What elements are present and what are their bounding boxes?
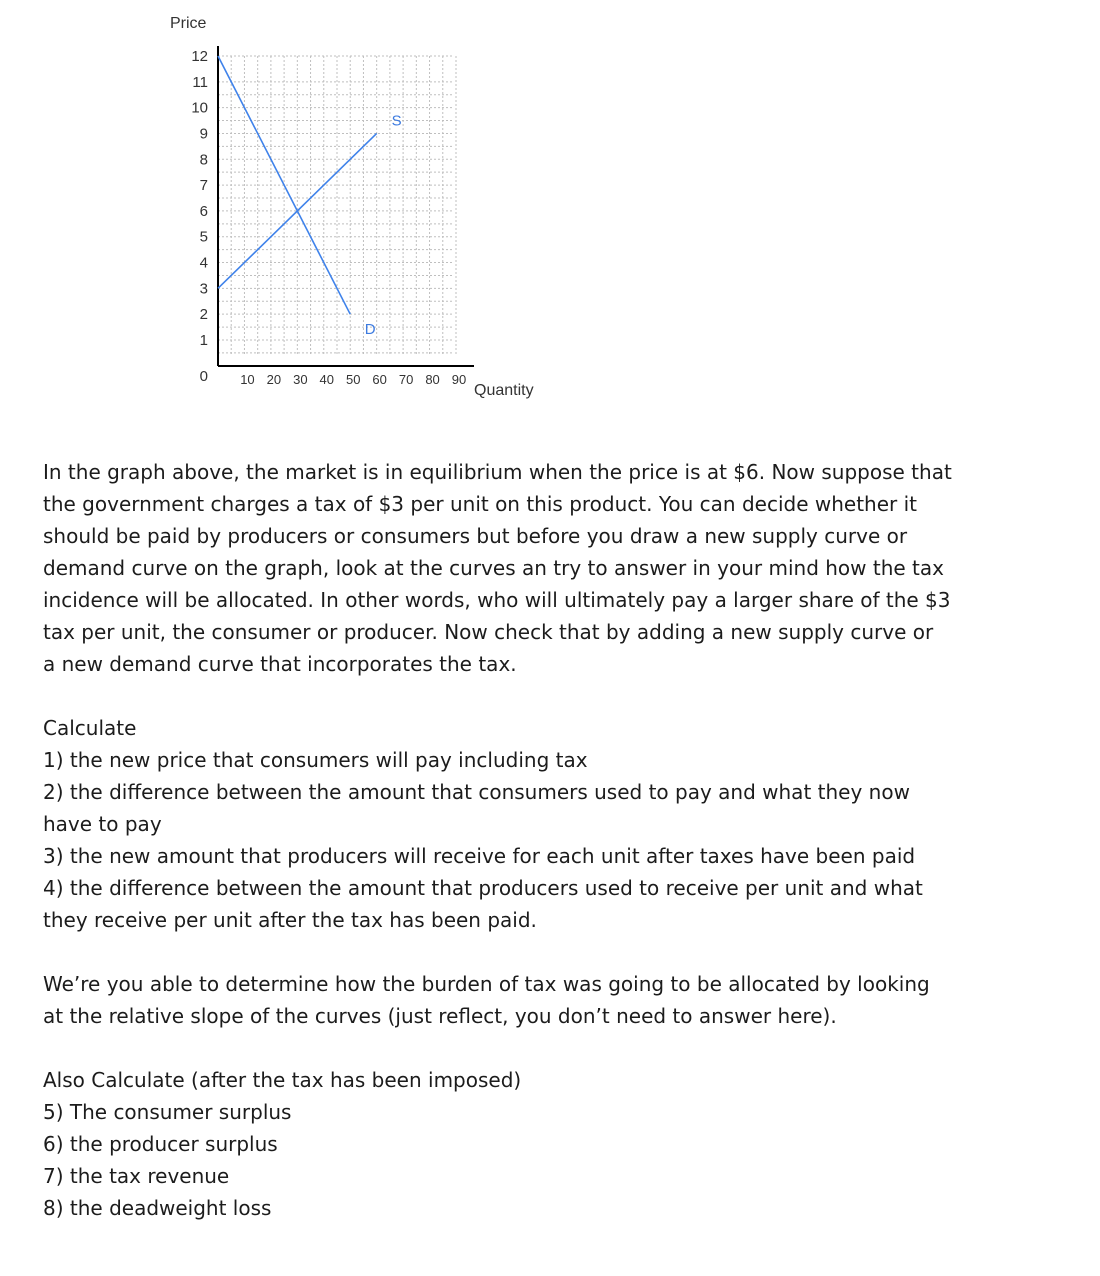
y-tick-label: 2 bbox=[199, 306, 208, 324]
y-tick-label: 6 bbox=[199, 202, 208, 220]
question-line: they receive per unit after the tax has been paid. bbox=[43, 908, 537, 932]
x-tick-label: 20 bbox=[266, 372, 282, 387]
question-line: 2) the difference between the amount that consumers used to pay and what they now bbox=[43, 780, 910, 804]
x-axis-title: Quantity bbox=[474, 382, 534, 399]
y-tick-label: 5 bbox=[199, 228, 208, 246]
x-tick-label: 30 bbox=[293, 372, 308, 387]
question-line: 3) the new amount that producers will receive for each unit after taxes have been paid bbox=[43, 844, 916, 868]
intro-paragraph bbox=[43, 456, 1043, 680]
intro-line: the government charges a tax of $3 per unit on this product. You can decide whether it bbox=[43, 492, 917, 516]
y-axis-title: Price bbox=[170, 15, 207, 32]
intro-line: In the graph above, the market is in equilibrium when the price is at $6. Now suppose that bbox=[43, 460, 952, 484]
reflection-paragraph bbox=[43, 968, 1043, 1032]
intro-line: tax per unit, the consumer or producer. Now check that by adding a new supply curve or bbox=[43, 620, 934, 644]
calculate-heading: Calculate bbox=[43, 716, 137, 740]
x-tick-label: 40 bbox=[319, 372, 335, 387]
question-line: 6) the producer surplus bbox=[43, 1132, 278, 1156]
intro-line: should be paid by producers or consumers but before you draw a new supply curve or bbox=[43, 524, 908, 548]
question-line: 4) the difference between the amount that producers used to receive per unit and what bbox=[43, 876, 923, 900]
y-tick-label: 4 bbox=[199, 254, 208, 272]
y-tick-label: 7 bbox=[199, 177, 208, 195]
y-tick-label: 3 bbox=[199, 280, 208, 298]
y-tick-label: 8 bbox=[199, 151, 208, 169]
also-calculate-questions bbox=[43, 1064, 1043, 1224]
question-line: have to pay bbox=[43, 812, 162, 836]
intro-line: incidence will be allocated. In other words, who will ultimately pay a larger share of the $3 bbox=[43, 588, 951, 612]
x-tick-label: 10 bbox=[240, 372, 255, 387]
y-tick-label: 11 bbox=[192, 73, 208, 91]
y-tick-label: 1 bbox=[199, 332, 208, 349]
x-tick-label: 80 bbox=[425, 372, 440, 387]
x-tick-label: 50 bbox=[345, 372, 361, 387]
demand-curve-label: D bbox=[364, 321, 376, 339]
calculate-questions bbox=[43, 712, 1043, 936]
reflect-line: at the relative slope of the curves (just reflect, you don’t need to answer here). bbox=[43, 1004, 837, 1028]
intro-line: a new demand curve that incorporates the tax. bbox=[43, 652, 517, 676]
also-calculate-heading: Also Calculate (after the tax has been imposed) bbox=[43, 1068, 522, 1092]
y-tick-label: 9 bbox=[199, 125, 208, 143]
x-tick-label: 90 bbox=[451, 372, 467, 387]
question-line: 7) the tax revenue bbox=[43, 1164, 230, 1188]
y-tick-label: 12 bbox=[191, 48, 208, 65]
reflect-line: We’re you able to determine how the burden of tax was going to be allocated by looking bbox=[43, 972, 930, 996]
question-line: 8) the deadweight loss bbox=[43, 1196, 272, 1220]
question-line: 5) The consumer surplus bbox=[43, 1100, 292, 1124]
y-tick-label: 0 bbox=[199, 368, 208, 385]
supply-demand-chart bbox=[0, 0, 600, 420]
x-tick-label: 60 bbox=[372, 372, 387, 387]
chart-axes bbox=[218, 46, 474, 366]
supply-curve-label: S bbox=[391, 112, 402, 130]
x-tick-label: 70 bbox=[398, 372, 414, 387]
y-tick-label: 10 bbox=[191, 99, 208, 117]
intro-line: demand curve on the graph, look at the curves an try to answer in your mind how the tax bbox=[43, 556, 944, 580]
chart-labels bbox=[170, 15, 534, 399]
question-line: 1) the new price that consumers will pay including tax bbox=[43, 748, 588, 772]
chart-grid bbox=[218, 56, 456, 356]
